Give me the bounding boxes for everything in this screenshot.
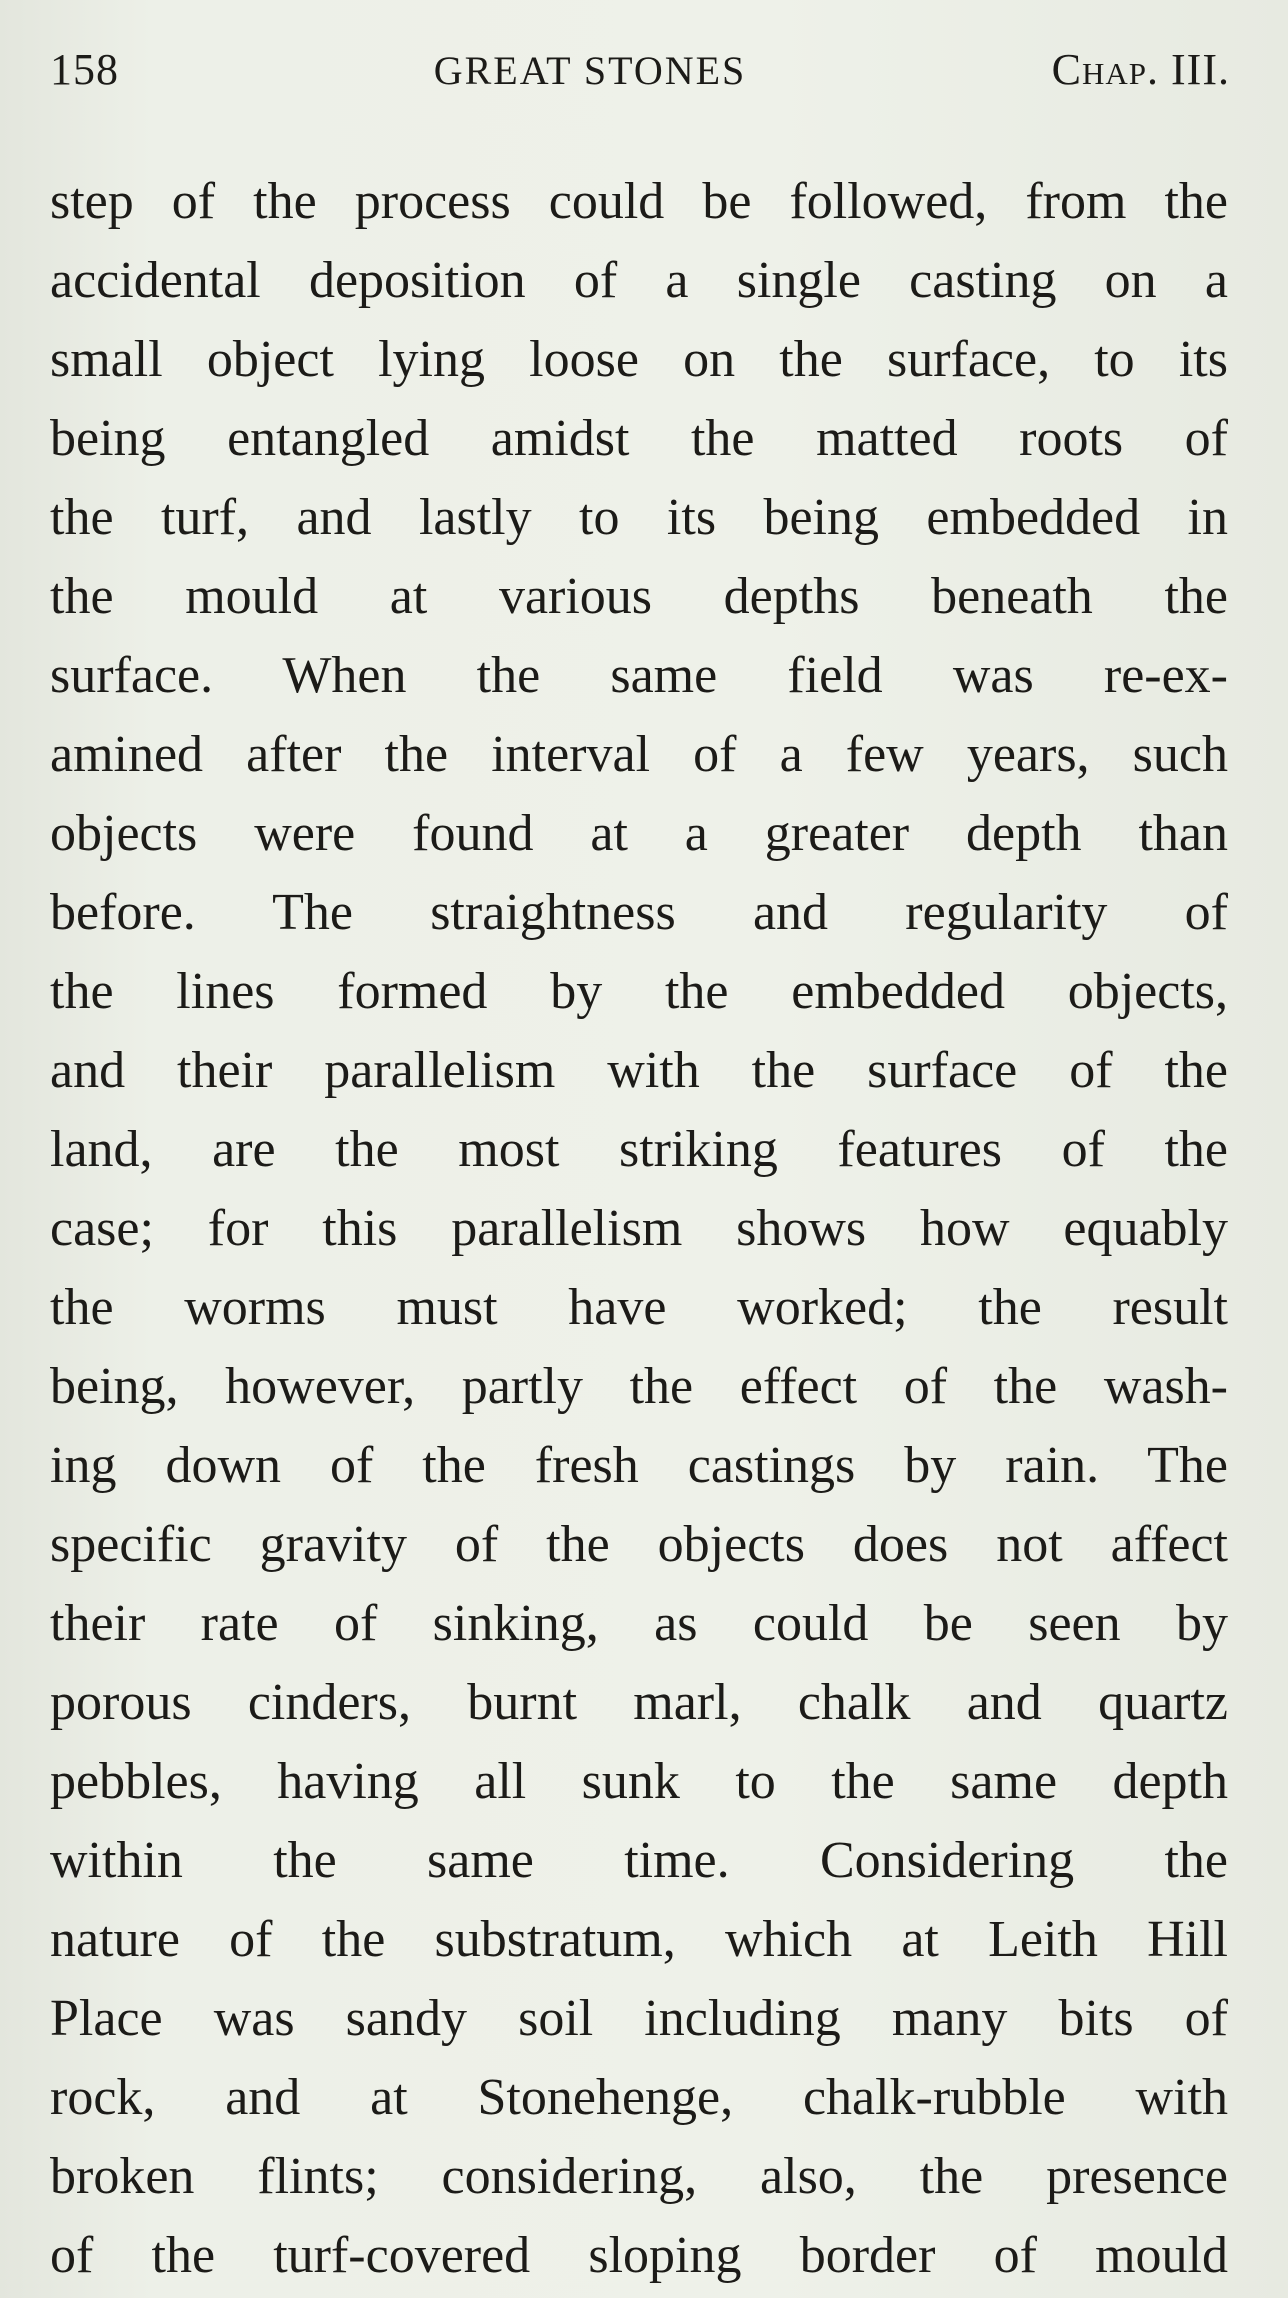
text-line: within the same time. Considering the — [50, 1832, 1228, 1889]
text-line: amined after the interval of a few years, such — [50, 726, 1228, 783]
text-line: the worms must have worked; the result — [50, 1279, 1228, 1336]
text-line: of the turf-covered sloping border of mould — [50, 2227, 1228, 2284]
text-line: the mould at various depths beneath the — [50, 568, 1228, 625]
text-line: land, are the most striking features of the — [50, 1121, 1228, 1178]
text-line: their rate of sinking, as could be seen by — [50, 1595, 1228, 1652]
text-line: rock, and at Stonehenge, chalk-rubble with — [50, 2069, 1228, 2126]
text-line: pebbles, having all sunk to the same depth — [50, 1753, 1228, 1810]
text-line: specific gravity of the objects does not affect — [50, 1516, 1228, 1573]
running-title: GREAT STONES — [433, 48, 747, 93]
text-line: before. The straightness and regularity of — [50, 884, 1228, 941]
text-line: broken flints; considering, also, the presence — [50, 2148, 1228, 2205]
text-line: nature of the substratum, which at Leith Hill — [50, 1911, 1228, 1968]
page-number: 158 — [50, 45, 119, 94]
text-line: objects were found at a greater depth than — [50, 805, 1228, 862]
text-line: and their parallelism with the surface of the — [50, 1042, 1228, 1099]
text-line: case; for this parallelism shows how equably — [50, 1200, 1228, 1257]
text-line: Place was sandy soil including many bits of — [50, 1990, 1228, 2047]
running-head — [50, 44, 1230, 104]
text-line: surface. When the same field was re-ex- — [50, 647, 1228, 704]
text-line: the lines formed by the embedded objects, — [50, 963, 1228, 1020]
text-line: porous cinders, burnt marl, chalk and quartz — [50, 1674, 1228, 1731]
text-line: being, however, partly the effect of the wash- — [50, 1358, 1228, 1415]
text-line: ing down of the fresh castings by rain. The — [50, 1437, 1228, 1494]
text-line: being entangled amidst the matted roots of — [50, 410, 1228, 467]
text-line: accidental deposition of a single casting on a — [50, 252, 1228, 309]
text-line: step of the process could be followed, from the — [50, 173, 1228, 230]
body-text — [50, 162, 1228, 2295]
text-line: small object lying loose on the surface, to its — [50, 331, 1228, 388]
text-line: the turf, and lastly to its being embedded in — [50, 489, 1228, 546]
chapter-label: Chap. III. — [1051, 45, 1230, 94]
